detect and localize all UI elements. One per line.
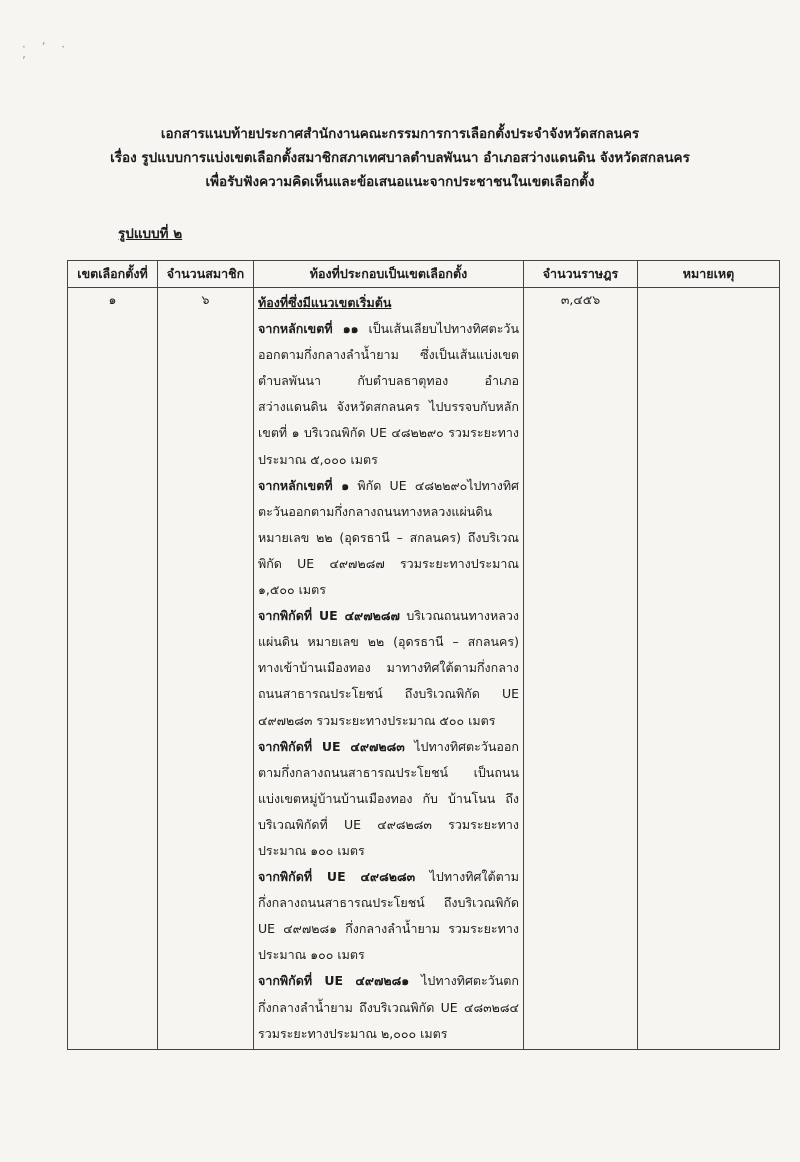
boundary-segment <box>258 968 519 1046</box>
form-label: รูปแบบที่ ๒ <box>118 226 183 242</box>
header-line-1: เอกสารแนบท้ายประกาศสำนักงานคณะกรรมการการเลือกตั้งประจำจังหวัดสกลนคร <box>160 126 640 142</box>
area-heading: ท้องที่ซึ่งมีแนวเขตเริ่มต้น <box>258 295 392 310</box>
document-header <box>0 122 800 194</box>
boundary-segment <box>258 734 519 864</box>
segment-text: เป็นเส้นเลียบไปทางทิศตะวันออกตามกึ่งกลางลำน้ำยาม ซึ่งเป็นเส้นแบ่งเขต ตำบลพันนา กับตำบลธาตุทอง อำเภอสว่างแดนดิน จังหวัดสกลนคร ไปบรรจบกับหลักเขตที่ ๑ บริเวณพิกัด UE ๔๘๒๒๙๐ รวมระยะทางประมาณ ๕,๐๐๐ เมตร <box>258 321 519 467</box>
segment-lead: จากหลักเขตที่ ๑ <box>258 477 350 493</box>
cell-population: ๓,๔๕๖ <box>524 288 638 1050</box>
col-header-district: เขตเลือกตั้งที่ <box>68 261 158 288</box>
district-table <box>67 260 780 1050</box>
col-header-area: ท้องที่ประกอบเป็นเขตเลือกตั้ง <box>254 261 524 288</box>
segment-text: ไปทางทิศตะวันออกตามกึ่งกลางถนนสาธารณประโยชน์ เป็นถนนแบ่งเขตหมู่บ้านบ้านเมืองทอง กับ บ้านโนน ถึงบริเวณพิกัดที่ UE ๔๙๘๒๘๓ รวมระยะทางประมาณ ๑๐๐ เมตร <box>258 738 519 858</box>
boundary-segment <box>258 864 519 968</box>
col-header-members: จำนวนสมาชิก <box>158 261 254 288</box>
segment-lead: จากพิกัดที่ UE ๔๙๗๒๘๓ <box>258 738 405 754</box>
segment-text: ไปทางทิศตะวันตกกึ่งกลางลำน้ำยาม ถึงบริเวณพิกัด UE ๔๘๓๒๘๔ รวมระยะทางประมาณ ๒,๐๐๐ เมตร <box>258 973 519 1041</box>
table-header-row <box>68 261 780 288</box>
segment-text: ไปทางทิศใต้ตามกึ่งกลางถนนสาธารณประโยชน์ ถึงบริเวณพิกัด UE ๔๙๗๒๘๑ กึ่งกลางลำน้ำยาม รวมระยะทางประมาณ ๑๐๐ เมตร <box>258 869 519 963</box>
boundary-segment <box>258 473 519 603</box>
boundary-segment <box>258 316 519 473</box>
col-header-remark: หมายเหตุ <box>638 261 780 288</box>
scan-specks: · ʼ · ʼ <box>22 40 72 68</box>
col-header-population: จำนวนราษฎร <box>524 261 638 288</box>
boundary-segment <box>258 603 519 733</box>
cell-remark <box>638 288 780 1050</box>
header-line-2: เรื่อง รูปแบบการแบ่งเขตเลือกตั้งสมาชิกสภาเทศบาลตำบลพันนา อำเภอสว่างแดนดิน จังหวัดสกลนคร <box>110 150 690 166</box>
cell-area <box>254 288 524 1050</box>
segment-lead: จากหลักเขตที่ ๑๑ <box>258 321 359 337</box>
segment-lead: จากพิกัดที่ UE ๔๙๗๒๘๗ <box>258 608 400 624</box>
segment-lead: จากพิกัดที่ UE ๔๙๘๒๘๓ <box>258 869 416 885</box>
segment-lead: จากพิกัดที่ UE ๔๙๗๒๘๑ <box>258 973 410 989</box>
cell-district: ๑ <box>68 288 158 1050</box>
segment-text: พิกัด UE ๔๘๒๒๙๐ไปทางทิศตะวันออกตามกึ่งกลางถนนทางหลวงแผ่นดิน หมายเลข ๒๒ (อุดรธานี – สกลนคร) ถึงบริเวณพิกัด UE ๔๙๗๒๘๗ รวมระยะทางประมาณ ๑,๕๐๐ เมตร <box>258 477 519 598</box>
segment-text: บริเวณถนนทางหลวงแผ่นดิน หมายเลข ๒๒ (อุดรธานี – สกลนคร) ทางเข้าบ้านเมืองทอง มาทางทิศใต้ตามกึ่งกลางถนนสาธารณประโยชน์ ถึงบริเวณพิกัด UE ๔๙๗๒๘๓ รวมระยะทางประมาณ ๕๐๐ เมตร <box>258 608 519 728</box>
table-row <box>68 288 780 1050</box>
header-line-3: เพื่อรับฟังความคิดเห็นและข้อเสนอแนะจากประชาชนในเขตเลือกตั้ง <box>205 174 595 190</box>
cell-members: ๖ <box>158 288 254 1050</box>
